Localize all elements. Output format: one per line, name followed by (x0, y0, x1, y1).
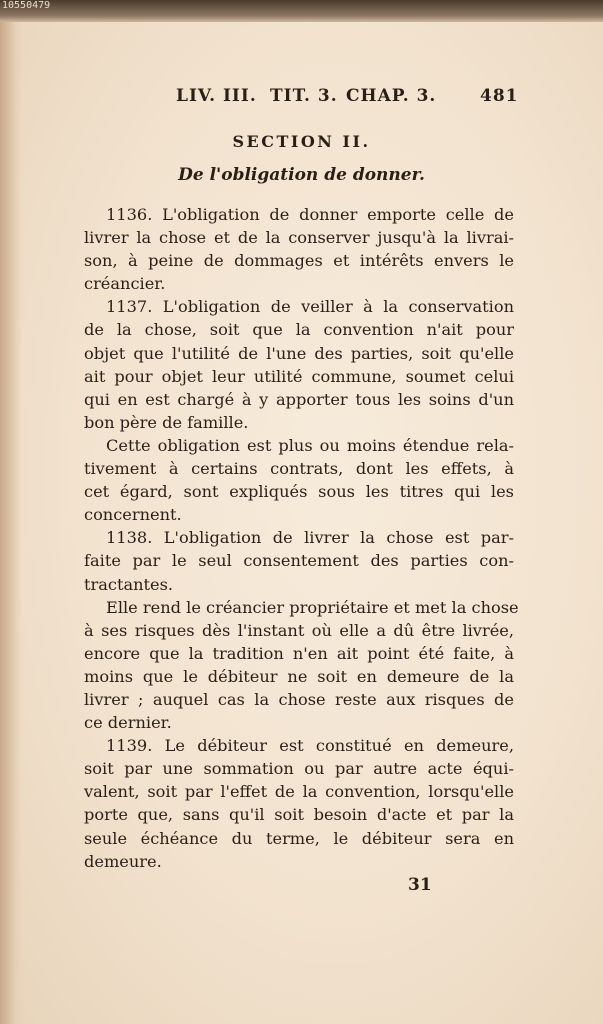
text-line: 1136. L'obligation de donner emporte celle de (106, 205, 514, 224)
text-line: ait pour objet leur utilité commune, soumet celui (84, 366, 514, 386)
body-text (84, 203, 519, 873)
text-line: concernent. (84, 505, 182, 525)
text-line: livrer la chose et de la conserver jusqu'à la livrai- (84, 228, 514, 248)
running-head-tit: TIT. 3. (270, 86, 338, 106)
text-line: 1139. Le débiteur est constitué en demeure, (106, 736, 514, 756)
signature-mark: 31 (408, 875, 432, 895)
text-line: qui en est chargé à y apporter tous les soins d'un (84, 389, 514, 409)
running-head (176, 86, 519, 116)
text-line: bon père de famille. (84, 412, 249, 432)
text-line: seule échéance du terme, le débiteur sera en (84, 828, 514, 848)
text-line: soit par une sommation ou par autre acte équi- (84, 759, 514, 779)
text-line: créancier. (84, 274, 166, 294)
text-line: valent, soit par l'effet de la convention, lorsqu'elle (84, 782, 514, 802)
text-line: Elle rend le créancier propriétaire et met la chose (106, 597, 519, 617)
running-head-chap: CHAP. 3. (346, 86, 437, 106)
section-heading: SECTION II. (232, 132, 371, 151)
text-line: son, à peine de dommages et intérêts envers le (84, 251, 514, 271)
page-number: 481 (480, 86, 519, 106)
text-line: ce dernier. (84, 713, 172, 733)
section-subtitle: De l'obligation de donner. (178, 165, 425, 185)
text-line: 1137. L'obligation de veiller à la conservation (106, 297, 514, 317)
text-line: Cette obligation est plus ou moins étendue rela- (106, 435, 514, 455)
text-line: faite par le seul consentement des parties con- (84, 551, 514, 571)
text-line: demeure. (84, 851, 162, 871)
text-line: encore que la tradition n'en ait point été faite, à (84, 643, 514, 663)
text-line: de la chose, soit que la convention n'ait pour (84, 320, 514, 340)
text-line: tivement à certains contrats, dont les effets, à (84, 459, 514, 479)
text-line: 1138. L'obligation de livrer la chose est par- (106, 528, 514, 548)
text-line: cet égard, sont expliqués sous les titres qui les (84, 482, 514, 502)
text-line: objet que l'utilité de l'une des parties, soit qu'elle (84, 343, 514, 363)
scan-top-edge (0, 0, 603, 22)
text-line: à ses risques dès l'instant où elle a dû être livrée, (84, 620, 514, 640)
text-line: tractantes. (84, 574, 174, 594)
text-line: porte que, sans qu'il soit besoin d'acte et par la (84, 805, 514, 825)
text-line: moins que le débiteur ne soit en demeure de la (84, 666, 514, 686)
running-head-liv: LIV. III. (176, 86, 257, 106)
page-id-label: 10550479 (2, 0, 51, 11)
text-line: livrer ; auquel cas la chose reste aux risques de (84, 689, 514, 709)
